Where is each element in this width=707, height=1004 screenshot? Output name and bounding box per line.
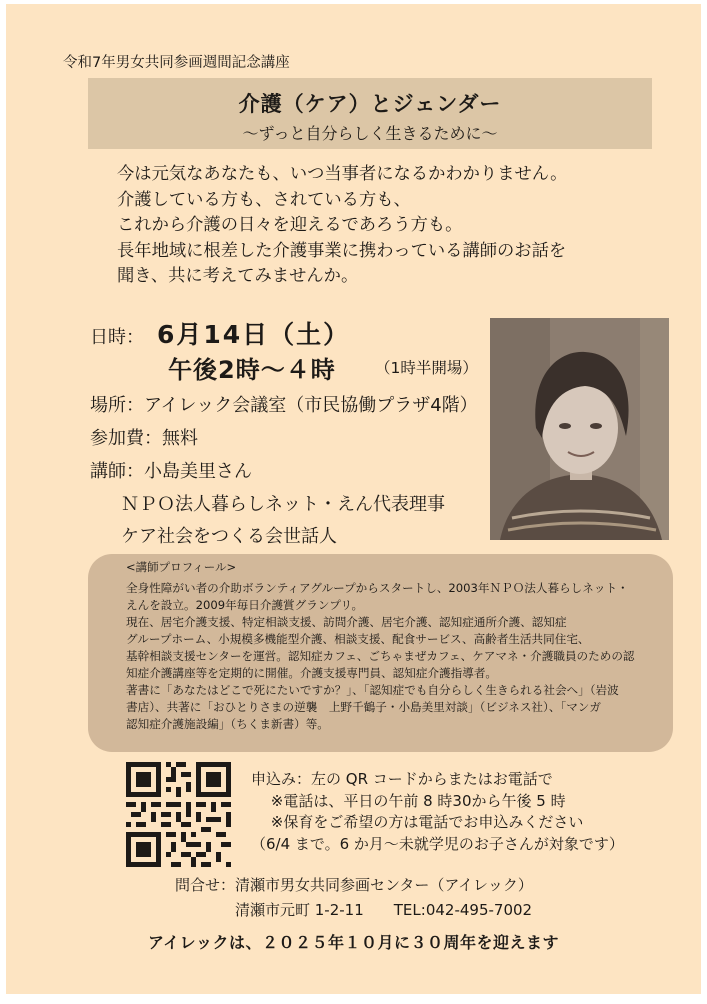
venue: 場所：アイレック会議室（市民協働プラザ4階） xyxy=(90,395,478,416)
time-value: 午後2時～４時 xyxy=(168,356,336,384)
lecturer-name: 講師：小島美里さん xyxy=(90,461,252,482)
application-line: ※保育をご希望の方は電話でお申込みください xyxy=(251,813,584,831)
application-info xyxy=(251,769,624,855)
profile-line: えんを設立。2009年毎日介護賞グランプリ。 xyxy=(126,598,364,612)
profile-line: 基幹相談支援センターを運営。認知症カフェ、ごちゃまぜカフェ、ケアマネ・介護職員のための認 xyxy=(126,649,635,663)
intro-line: 今は元気なあなたも、いつ当事者になるかわかりません。 xyxy=(117,164,568,184)
intro-line: 聞き、共に考えてみませんか。 xyxy=(117,266,359,286)
page-subtitle: ～ずっと自分らしく生きるために～ xyxy=(242,124,498,143)
flyer xyxy=(6,4,701,994)
intro-line: 長年地域に根差した介護事業に携わっている講師のお話を xyxy=(117,240,567,261)
event-name: 令和7年男女共同参画週間記念講座 xyxy=(63,55,290,71)
contact-line: 清瀬市元町 1-2-11 TEL:042-495-7002 xyxy=(175,901,533,919)
title-band xyxy=(88,78,652,149)
profile-line: 全身性障がい者の介助ボランティアグループからスタートし、2003年ＮＰＯ法人暮らしネット・ xyxy=(126,581,629,595)
profile-heading: <講師プロフィール> xyxy=(126,560,237,574)
intro-line: これから介護の日々を迎えるであろう方も。 xyxy=(117,215,463,235)
contact-line: 問合せ：清瀬市男女共同参画センター（アイレック） xyxy=(175,876,533,894)
fee: 参加費：無料 xyxy=(90,428,198,449)
lecturer-role: ＮＰＯ法人暮らしネット・えん代表理事 xyxy=(121,494,445,515)
page-title: 介護（ケア）とジェンダー xyxy=(238,92,502,116)
contact-info xyxy=(175,873,533,923)
profile-line: 知症介護講座等を定期的に開催。介護支援専門員、認知症介護指導者。 xyxy=(126,666,498,680)
profile-text xyxy=(126,580,661,733)
lecturer-photo xyxy=(490,318,669,540)
date-label: 日時： xyxy=(90,327,144,348)
profile-line: 現在、居宅介護支援、特定相談支援、訪問介護、居宅介護、認知症通所介護、認知症 xyxy=(126,615,567,629)
profile-line: グループホーム、小規模多機能型介護、相談支援、配食サービス、高齢者生活共同住宅、 xyxy=(126,632,590,646)
lecturer-role: ケア社会をつくる会世話人 xyxy=(121,526,337,547)
anniversary-note: アイレックは、２０２５年１０月に３０周年を迎えます xyxy=(148,933,559,952)
intro-line: 介護している方も、されている方も、 xyxy=(117,189,411,210)
qr-code[interactable] xyxy=(126,762,231,867)
profile-line: 著書に「あなたはどこで死にたいですか？」、「認知症でも自分らしく生きられる社会へ」（岩波 xyxy=(126,683,619,697)
application-line: 申込み：左の QR コードからまたはお電話で xyxy=(251,770,553,788)
time-note: （1時半開場） xyxy=(375,359,478,377)
profile-line: 認知症介護施設編」（ちくま新書）等。 xyxy=(126,717,329,731)
profile-line: 書店）、共著に「おひとりさまの逆襲 上野千鶴子・小島美里対談」（ビジネス社）、「マンガ xyxy=(126,700,601,714)
intro-text xyxy=(117,162,567,290)
date-value: 6月14日（土） xyxy=(157,320,351,349)
application-line: （6/4 まで。6 か月～未就学児のお子さんが対象です） xyxy=(251,834,624,853)
lecturer-profile xyxy=(88,554,673,752)
application-line: ※電話は、平日の午前 8 時30から午後 5 時 xyxy=(251,791,566,810)
